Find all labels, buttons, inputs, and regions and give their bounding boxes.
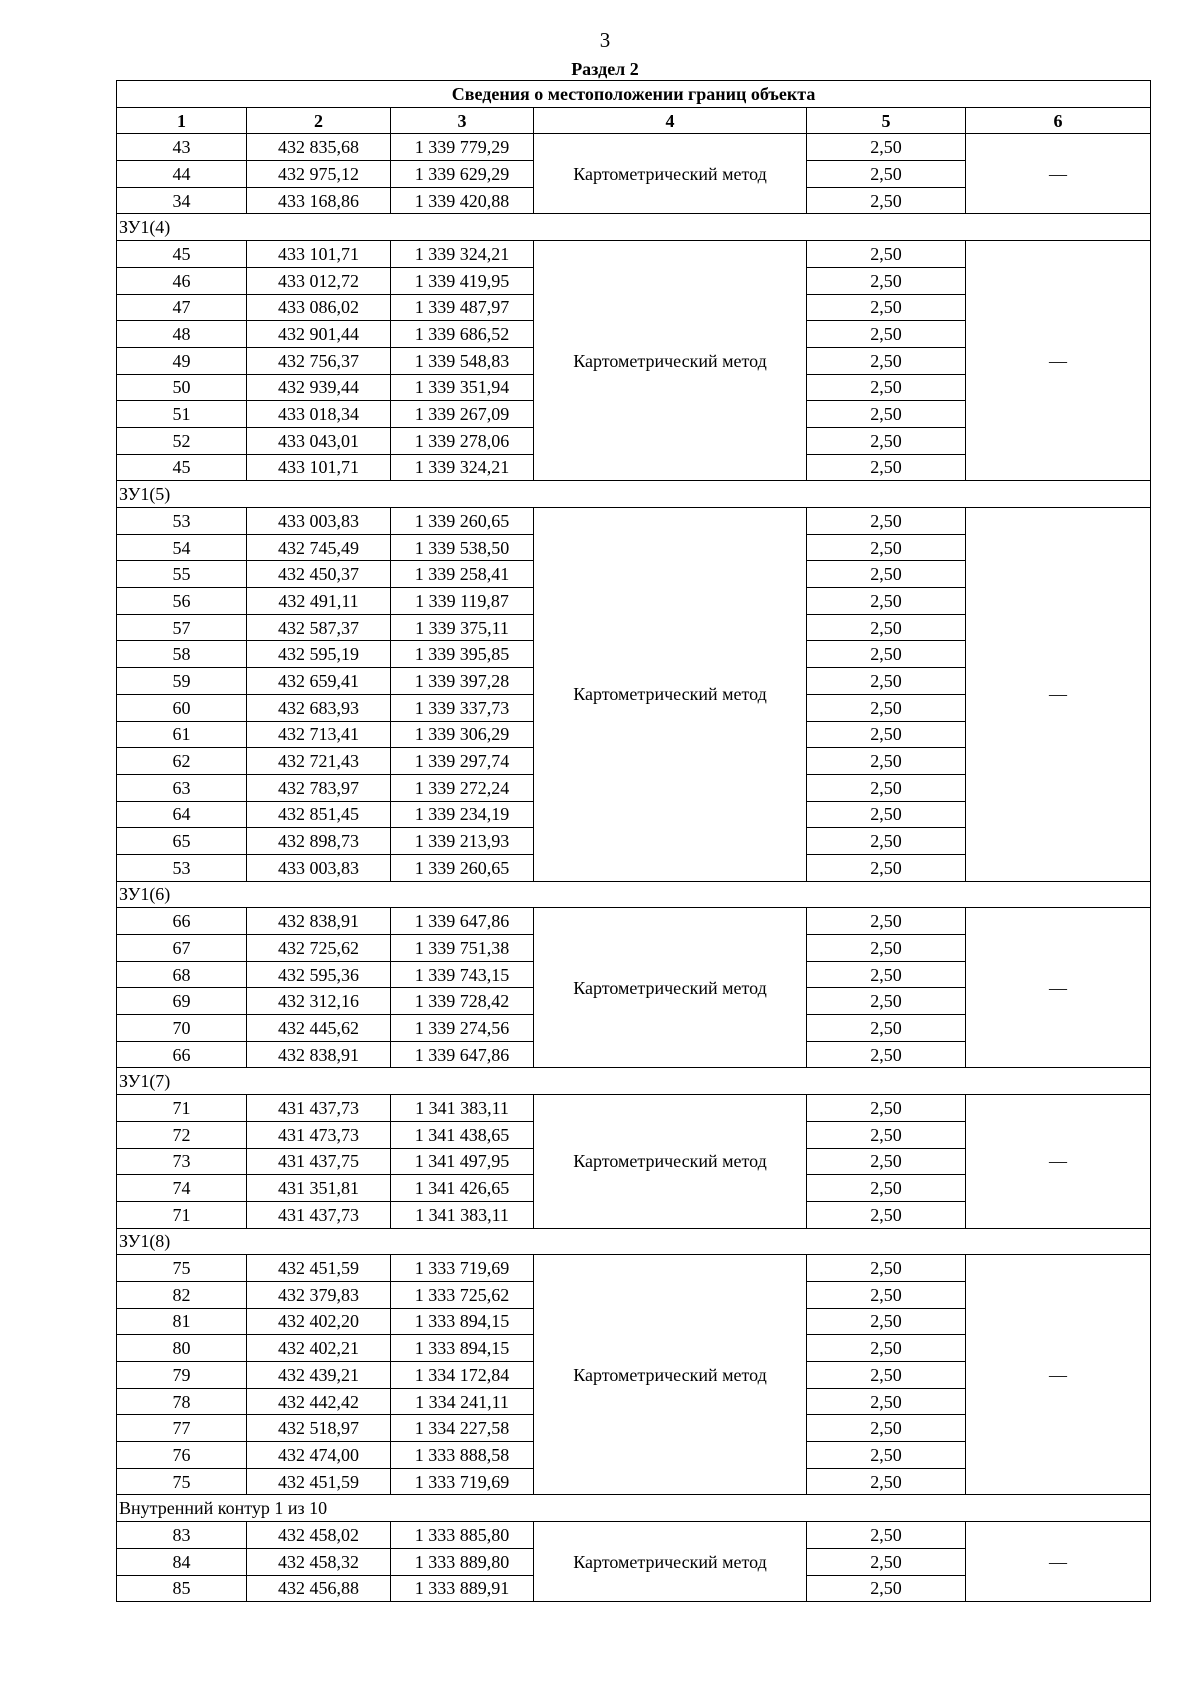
accuracy-cell: 2,50 (807, 1522, 966, 1549)
y-coordinate-cell: 1 339 324,21 (391, 454, 534, 481)
accuracy-cell: 2,50 (807, 347, 966, 374)
x-coordinate-cell: 432 659,41 (247, 668, 391, 695)
point-number-cell: 53 (117, 508, 247, 535)
point-number-cell: 52 (117, 427, 247, 454)
y-coordinate-cell: 1 333 889,91 (391, 1575, 534, 1602)
point-number-cell: 80 (117, 1335, 247, 1362)
y-coordinate-cell: 1 339 548,83 (391, 347, 534, 374)
point-number-cell: 84 (117, 1548, 247, 1575)
y-coordinate-cell: 1 333 894,15 (391, 1308, 534, 1335)
group-label: ЗУ1(5) (117, 481, 1151, 508)
x-coordinate-cell: 432 721,43 (247, 748, 391, 775)
point-number-cell: 45 (117, 454, 247, 481)
col6-cell: — (966, 1255, 1151, 1495)
group-header-row (117, 881, 1151, 908)
x-coordinate-cell: 432 838,91 (247, 908, 391, 935)
x-coordinate-cell: 433 086,02 (247, 294, 391, 321)
column-number: 6 (966, 107, 1151, 134)
accuracy-cell: 2,50 (807, 1201, 966, 1228)
y-coordinate-cell: 1 339 234,19 (391, 801, 534, 828)
point-number-cell: 50 (117, 374, 247, 401)
x-coordinate-cell: 431 437,73 (247, 1095, 391, 1122)
x-coordinate-cell: 433 012,72 (247, 267, 391, 294)
point-number-cell: 57 (117, 614, 247, 641)
accuracy-cell: 2,50 (807, 961, 966, 988)
accuracy-cell: 2,50 (807, 1388, 966, 1415)
y-coordinate-cell: 1 334 172,84 (391, 1362, 534, 1389)
point-number-cell: 43 (117, 134, 247, 161)
column-number: 2 (247, 107, 391, 134)
y-coordinate-cell: 1 341 426,65 (391, 1175, 534, 1202)
column-number: 3 (391, 107, 534, 134)
point-number-cell: 63 (117, 774, 247, 801)
x-coordinate-cell: 432 451,59 (247, 1255, 391, 1282)
accuracy-cell: 2,50 (807, 1335, 966, 1362)
point-number-cell: 53 (117, 854, 247, 881)
y-coordinate-cell: 1 339 267,09 (391, 401, 534, 428)
y-coordinate-cell: 1 333 719,69 (391, 1468, 534, 1495)
y-coordinate-cell: 1 341 383,11 (391, 1095, 534, 1122)
x-coordinate-cell: 432 456,88 (247, 1575, 391, 1602)
accuracy-cell: 2,50 (807, 401, 966, 428)
accuracy-cell: 2,50 (807, 694, 966, 721)
x-coordinate-cell: 432 595,19 (247, 641, 391, 668)
x-coordinate-cell: 432 402,20 (247, 1308, 391, 1335)
y-coordinate-cell: 1 339 728,42 (391, 988, 534, 1015)
boundary-coordinates-table (116, 80, 1151, 1602)
accuracy-cell: 2,50 (807, 534, 966, 561)
accuracy-cell: 2,50 (807, 374, 966, 401)
accuracy-cell: 2,50 (807, 508, 966, 535)
table-body (117, 81, 1151, 1602)
col6-cell: — (966, 1522, 1151, 1602)
point-number-cell: 79 (117, 1362, 247, 1389)
accuracy-cell: 2,50 (807, 134, 966, 161)
accuracy-cell: 2,50 (807, 1362, 966, 1389)
accuracy-cell: 2,50 (807, 854, 966, 881)
accuracy-cell: 2,50 (807, 1415, 966, 1442)
accuracy-cell: 2,50 (807, 1468, 966, 1495)
accuracy-cell: 2,50 (807, 1148, 966, 1175)
x-coordinate-cell: 432 439,21 (247, 1362, 391, 1389)
y-coordinate-cell: 1 339 297,74 (391, 748, 534, 775)
y-coordinate-cell: 1 339 743,15 (391, 961, 534, 988)
accuracy-cell: 2,50 (807, 1308, 966, 1335)
point-number-cell: 49 (117, 347, 247, 374)
accuracy-cell: 2,50 (807, 935, 966, 962)
column-numbers-row (117, 107, 1151, 134)
x-coordinate-cell: 432 451,59 (247, 1468, 391, 1495)
point-number-cell: 58 (117, 641, 247, 668)
x-coordinate-cell: 432 683,93 (247, 694, 391, 721)
point-number-cell: 60 (117, 694, 247, 721)
point-number-cell: 82 (117, 1281, 247, 1308)
accuracy-cell: 2,50 (807, 614, 966, 641)
y-coordinate-cell: 1 333 885,80 (391, 1522, 534, 1549)
group-header-row (117, 1068, 1151, 1095)
y-coordinate-cell: 1 333 889,80 (391, 1548, 534, 1575)
point-number-cell: 65 (117, 828, 247, 855)
x-coordinate-cell: 432 838,91 (247, 1041, 391, 1068)
group-label: ЗУ1(8) (117, 1228, 1151, 1255)
table-row (117, 1095, 1151, 1122)
y-coordinate-cell: 1 339 119,87 (391, 588, 534, 615)
group-header-row (117, 1495, 1151, 1522)
accuracy-cell: 2,50 (807, 161, 966, 188)
y-coordinate-cell: 1 339 337,73 (391, 694, 534, 721)
y-coordinate-cell: 1 339 397,28 (391, 668, 534, 695)
point-number-cell: 71 (117, 1095, 247, 1122)
method-cell: Картометрический метод (534, 134, 807, 214)
point-number-cell: 46 (117, 267, 247, 294)
col6-cell: — (966, 508, 1151, 882)
group-header-row (117, 1228, 1151, 1255)
x-coordinate-cell: 432 458,32 (247, 1548, 391, 1575)
point-number-cell: 56 (117, 588, 247, 615)
point-number-cell: 34 (117, 187, 247, 214)
method-cell: Картометрический метод (534, 1522, 807, 1602)
accuracy-cell: 2,50 (807, 908, 966, 935)
x-coordinate-cell: 432 939,44 (247, 374, 391, 401)
table-row (117, 134, 1151, 161)
x-coordinate-cell: 432 901,44 (247, 321, 391, 348)
col6-cell: — (966, 1095, 1151, 1228)
y-coordinate-cell: 1 333 894,15 (391, 1335, 534, 1362)
y-coordinate-cell: 1 339 647,86 (391, 1041, 534, 1068)
x-coordinate-cell: 432 445,62 (247, 1015, 391, 1042)
accuracy-cell: 2,50 (807, 1255, 966, 1282)
accuracy-cell: 2,50 (807, 1095, 966, 1122)
y-coordinate-cell: 1 339 779,29 (391, 134, 534, 161)
point-number-cell: 69 (117, 988, 247, 1015)
x-coordinate-cell: 431 473,73 (247, 1121, 391, 1148)
x-coordinate-cell: 433 043,01 (247, 427, 391, 454)
x-coordinate-cell: 432 713,41 (247, 721, 391, 748)
point-number-cell: 71 (117, 1201, 247, 1228)
point-number-cell: 85 (117, 1575, 247, 1602)
point-number-cell: 78 (117, 1388, 247, 1415)
x-coordinate-cell: 432 474,00 (247, 1442, 391, 1469)
x-coordinate-cell: 431 437,73 (247, 1201, 391, 1228)
group-label: Внутренний контур 1 из 10 (117, 1495, 1151, 1522)
method-cell: Картометрический метод (534, 1255, 807, 1495)
col6-cell: — (966, 908, 1151, 1068)
group-header-row (117, 214, 1151, 241)
accuracy-cell: 2,50 (807, 1121, 966, 1148)
method-cell: Картометрический метод (534, 1095, 807, 1228)
y-coordinate-cell: 1 339 351,94 (391, 374, 534, 401)
x-coordinate-cell: 432 312,16 (247, 988, 391, 1015)
accuracy-cell: 2,50 (807, 454, 966, 481)
accuracy-cell: 2,50 (807, 721, 966, 748)
y-coordinate-cell: 1 339 538,50 (391, 534, 534, 561)
accuracy-cell: 2,50 (807, 267, 966, 294)
accuracy-cell: 2,50 (807, 1281, 966, 1308)
method-cell: Картометрический метод (534, 908, 807, 1068)
x-coordinate-cell: 432 851,45 (247, 801, 391, 828)
point-number-cell: 68 (117, 961, 247, 988)
point-number-cell: 48 (117, 321, 247, 348)
y-coordinate-cell: 1 341 438,65 (391, 1121, 534, 1148)
y-coordinate-cell: 1 341 497,95 (391, 1148, 534, 1175)
x-coordinate-cell: 432 898,73 (247, 828, 391, 855)
point-number-cell: 74 (117, 1175, 247, 1202)
table-row (117, 908, 1151, 935)
x-coordinate-cell: 433 101,71 (247, 454, 391, 481)
x-coordinate-cell: 433 003,83 (247, 854, 391, 881)
point-number-cell: 55 (117, 561, 247, 588)
method-cell: Картометрический метод (534, 508, 807, 882)
accuracy-cell: 2,50 (807, 748, 966, 775)
y-coordinate-cell: 1 341 383,11 (391, 1201, 534, 1228)
group-label: ЗУ1(6) (117, 881, 1151, 908)
point-number-cell: 83 (117, 1522, 247, 1549)
point-number-cell: 81 (117, 1308, 247, 1335)
y-coordinate-cell: 1 339 324,21 (391, 241, 534, 268)
accuracy-cell: 2,50 (807, 1015, 966, 1042)
accuracy-cell: 2,50 (807, 241, 966, 268)
y-coordinate-cell: 1 339 686,52 (391, 321, 534, 348)
x-coordinate-cell: 433 168,86 (247, 187, 391, 214)
x-coordinate-cell: 432 783,97 (247, 774, 391, 801)
col6-cell: — (966, 134, 1151, 214)
accuracy-cell: 2,50 (807, 1548, 966, 1575)
y-coordinate-cell: 1 339 395,85 (391, 641, 534, 668)
x-coordinate-cell: 431 437,75 (247, 1148, 391, 1175)
y-coordinate-cell: 1 339 278,06 (391, 427, 534, 454)
group-label: ЗУ1(4) (117, 214, 1151, 241)
x-coordinate-cell: 432 975,12 (247, 161, 391, 188)
accuracy-cell: 2,50 (807, 588, 966, 615)
x-coordinate-cell: 432 587,37 (247, 614, 391, 641)
accuracy-cell: 2,50 (807, 294, 966, 321)
column-number: 5 (807, 107, 966, 134)
y-coordinate-cell: 1 339 272,24 (391, 774, 534, 801)
table-caption-row (117, 81, 1151, 108)
point-number-cell: 54 (117, 534, 247, 561)
x-coordinate-cell: 432 491,11 (247, 588, 391, 615)
x-coordinate-cell: 432 450,37 (247, 561, 391, 588)
accuracy-cell: 2,50 (807, 801, 966, 828)
x-coordinate-cell: 432 518,97 (247, 1415, 391, 1442)
point-number-cell: 72 (117, 1121, 247, 1148)
y-coordinate-cell: 1 339 258,41 (391, 561, 534, 588)
y-coordinate-cell: 1 339 751,38 (391, 935, 534, 962)
column-number: 1 (117, 107, 247, 134)
x-coordinate-cell: 432 595,36 (247, 961, 391, 988)
table-row (117, 241, 1151, 268)
x-coordinate-cell: 432 725,62 (247, 935, 391, 962)
accuracy-cell: 2,50 (807, 828, 966, 855)
accuracy-cell: 2,50 (807, 1041, 966, 1068)
x-coordinate-cell: 432 402,21 (247, 1335, 391, 1362)
x-coordinate-cell: 433 101,71 (247, 241, 391, 268)
y-coordinate-cell: 1 339 274,56 (391, 1015, 534, 1042)
accuracy-cell: 2,50 (807, 427, 966, 454)
accuracy-cell: 2,50 (807, 1442, 966, 1469)
accuracy-cell: 2,50 (807, 668, 966, 695)
y-coordinate-cell: 1 339 306,29 (391, 721, 534, 748)
y-coordinate-cell: 1 333 888,58 (391, 1442, 534, 1469)
point-number-cell: 70 (117, 1015, 247, 1042)
point-number-cell: 77 (117, 1415, 247, 1442)
accuracy-cell: 2,50 (807, 774, 966, 801)
y-coordinate-cell: 1 333 719,69 (391, 1255, 534, 1282)
x-coordinate-cell: 433 018,34 (247, 401, 391, 428)
group-label: ЗУ1(7) (117, 1068, 1151, 1095)
y-coordinate-cell: 1 339 647,86 (391, 908, 534, 935)
point-number-cell: 44 (117, 161, 247, 188)
x-coordinate-cell: 432 745,49 (247, 534, 391, 561)
point-number-cell: 66 (117, 1041, 247, 1068)
x-coordinate-cell: 432 458,02 (247, 1522, 391, 1549)
accuracy-cell: 2,50 (807, 641, 966, 668)
y-coordinate-cell: 1 339 213,93 (391, 828, 534, 855)
y-coordinate-cell: 1 333 725,62 (391, 1281, 534, 1308)
table-row (117, 1255, 1151, 1282)
table-row (117, 1522, 1151, 1549)
point-number-cell: 66 (117, 908, 247, 935)
point-number-cell: 62 (117, 748, 247, 775)
point-number-cell: 61 (117, 721, 247, 748)
x-coordinate-cell: 432 756,37 (247, 347, 391, 374)
accuracy-cell: 2,50 (807, 1575, 966, 1602)
x-coordinate-cell: 432 835,68 (247, 134, 391, 161)
point-number-cell: 64 (117, 801, 247, 828)
y-coordinate-cell: 1 334 241,11 (391, 1388, 534, 1415)
table-row (117, 508, 1151, 535)
section-title: Раздел 2 (571, 59, 639, 79)
x-coordinate-cell: 432 442,42 (247, 1388, 391, 1415)
y-coordinate-cell: 1 339 629,29 (391, 161, 534, 188)
point-number-cell: 76 (117, 1442, 247, 1469)
point-number-cell: 59 (117, 668, 247, 695)
x-coordinate-cell: 433 003,83 (247, 508, 391, 535)
y-coordinate-cell: 1 339 487,97 (391, 294, 534, 321)
point-number-cell: 73 (117, 1148, 247, 1175)
x-coordinate-cell: 432 379,83 (247, 1281, 391, 1308)
accuracy-cell: 2,50 (807, 988, 966, 1015)
accuracy-cell: 2,50 (807, 561, 966, 588)
method-cell: Картометрический метод (534, 241, 807, 481)
table-caption: Сведения о местоположении границ объекта (117, 81, 1151, 108)
accuracy-cell: 2,50 (807, 187, 966, 214)
y-coordinate-cell: 1 339 420,88 (391, 187, 534, 214)
group-header-row (117, 481, 1151, 508)
point-number-cell: 45 (117, 241, 247, 268)
point-number-cell: 47 (117, 294, 247, 321)
page-number: 3 (599, 28, 611, 52)
point-number-cell: 75 (117, 1255, 247, 1282)
x-coordinate-cell: 431 351,81 (247, 1175, 391, 1202)
y-coordinate-cell: 1 339 419,95 (391, 267, 534, 294)
col6-cell: — (966, 241, 1151, 481)
point-number-cell: 67 (117, 935, 247, 962)
accuracy-cell: 2,50 (807, 1175, 966, 1202)
point-number-cell: 51 (117, 401, 247, 428)
column-number: 4 (534, 107, 807, 134)
y-coordinate-cell: 1 339 260,65 (391, 854, 534, 881)
y-coordinate-cell: 1 339 260,65 (391, 508, 534, 535)
y-coordinate-cell: 1 334 227,58 (391, 1415, 534, 1442)
y-coordinate-cell: 1 339 375,11 (391, 614, 534, 641)
point-number-cell: 75 (117, 1468, 247, 1495)
accuracy-cell: 2,50 (807, 321, 966, 348)
